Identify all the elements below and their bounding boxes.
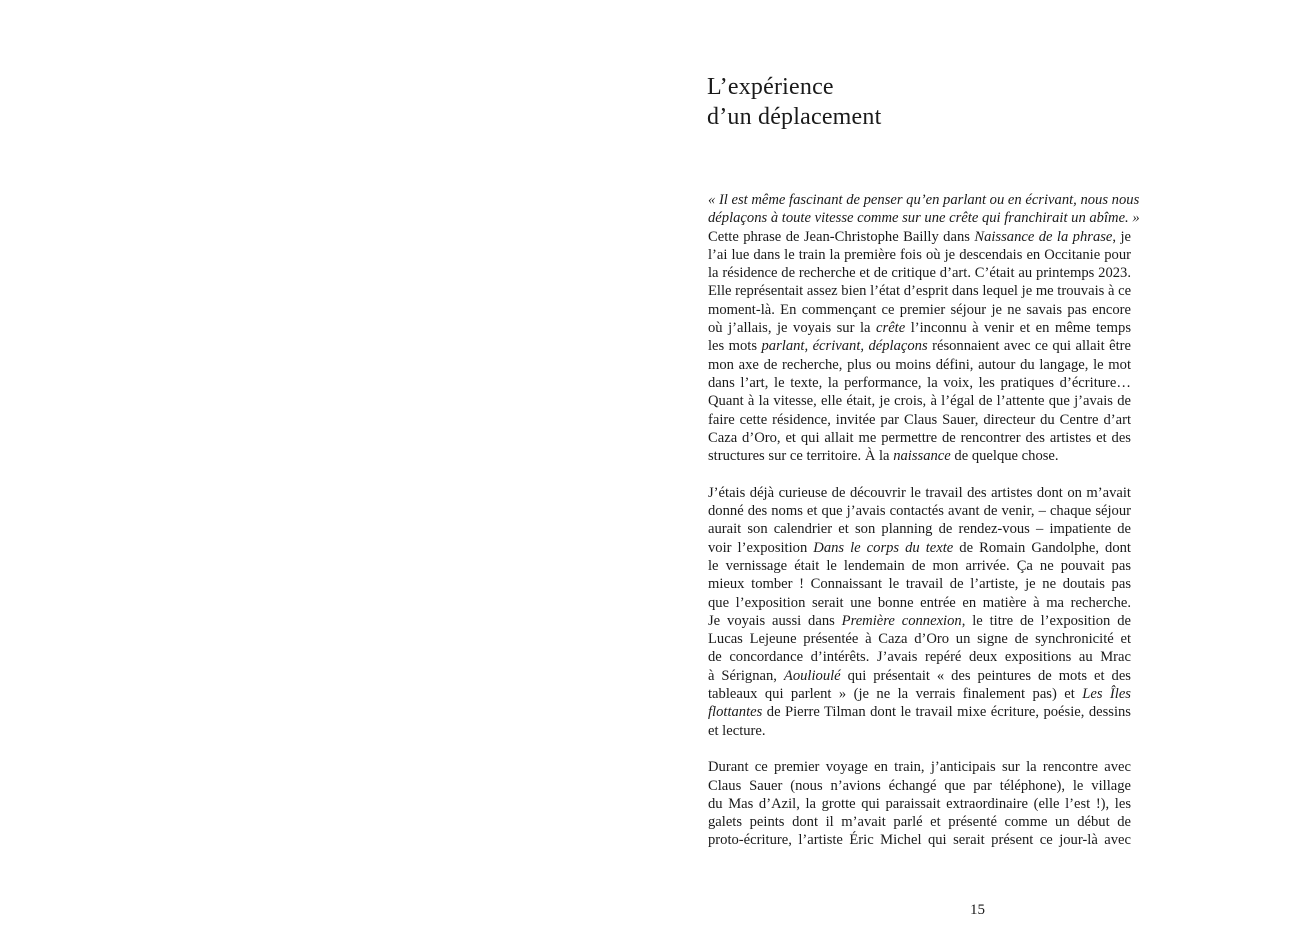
text-span: Lucas Lejeune présentée à Caza d’Oro un signe de synchronicité et xyxy=(708,631,1131,648)
text-span: Elle représentait assez bien l’état d’esprit dans lequel je me trouvais à ce xyxy=(708,283,1132,300)
text-span: Cette phrase de Jean-Christophe Bailly dans xyxy=(708,228,975,245)
italic-text: naissance xyxy=(893,448,951,465)
text-span: J’étais déjà curieuse de découvrir le travail des artistes dont on m’avait xyxy=(708,484,1131,501)
text-span: Claus Sauer (nous n’avions échangé que par téléphone), le village xyxy=(708,777,1131,794)
text-span: résonnaient avec ce qui allait être xyxy=(927,338,1132,355)
paragraph xyxy=(708,191,1140,465)
italic-text: Première connexion xyxy=(841,612,962,629)
text-span: de Pierre Tilman dont le travail mixe écriture, poésie, dessins xyxy=(762,704,1131,721)
text-span: faire cette résidence, invitée par Claus Sauer, directeur du Centre d’art xyxy=(708,411,1131,428)
italic-text: Naissance de la phrase xyxy=(974,228,1113,245)
text-span: moment-là. En commençant ce premier séjour je ne savais pas encore xyxy=(708,301,1131,318)
text-span: Quant à la vitesse, elle était, je crois, à l’égal de l’attente que j’avais de xyxy=(708,393,1131,410)
page-number: 15 xyxy=(970,902,985,918)
italic-text: crête xyxy=(876,320,906,337)
text-line xyxy=(708,703,1131,721)
text-line xyxy=(708,667,1131,685)
text-span: de quelque chose. xyxy=(950,448,1059,465)
text-line xyxy=(708,484,1131,502)
italic-text: Dans le corps du texte xyxy=(813,539,954,556)
text-span: et lecture. xyxy=(708,722,766,739)
text-span: mieux tomber ! Connaissant le travail de l’artiste, je ne doutais pas xyxy=(708,576,1131,593)
paragraph xyxy=(708,758,1131,849)
text-line xyxy=(708,356,1131,374)
text-span: à Sérignan, xyxy=(708,667,784,684)
text-span: les mots xyxy=(708,338,762,355)
text-span: , je xyxy=(1112,228,1131,245)
text-span: Je voyais aussi dans xyxy=(708,612,842,629)
chapter-title-line-1: L’expérience xyxy=(707,74,834,100)
body-text xyxy=(708,191,1140,868)
text-line xyxy=(708,722,1131,740)
text-line xyxy=(708,502,1131,520)
text-line xyxy=(708,758,1131,776)
text-span: mon axe de recherche, plus ou moins défini, autour du langage, le mot xyxy=(708,356,1131,373)
text-span: structures sur ce territoire. À la xyxy=(708,448,894,465)
text-span: dans l’art, le texte, la performance, la voix, les pratiques d’écriture… xyxy=(708,374,1131,391)
text-line xyxy=(708,319,1131,337)
text-line xyxy=(708,795,1131,813)
text-line xyxy=(708,374,1131,392)
text-span: de concordance d’intérêts. J’avais repéré deux expositions au Mrac xyxy=(708,649,1131,666)
text-line xyxy=(708,282,1131,300)
text-span: proto-écriture, l’artiste Éric Michel qui serait présent ce jour-là avec xyxy=(708,832,1131,849)
text-span: aurait son calendrier et son planning de rendez-vous – impatiente de xyxy=(708,521,1131,538)
text-span: de Romain Gandolphe, dont xyxy=(953,539,1131,556)
text-span: galets peints dont il m’avait parlé et présenté comme un début de xyxy=(708,814,1131,831)
text-line xyxy=(708,392,1131,410)
text-line xyxy=(708,411,1131,429)
text-line xyxy=(708,191,1140,209)
text-line xyxy=(708,575,1131,593)
italic-text: flottantes xyxy=(708,704,763,721)
italic-text: parlant, écrivant, déplaçons xyxy=(761,338,928,355)
text-span: donné des noms et que j’avais contactés avant de venir, – chaque séjour xyxy=(708,503,1131,520)
text-span: voir l’exposition xyxy=(708,539,814,556)
italic-text: « Il est même fascinant de penser qu’en parlant ou en écrivant, nous nous xyxy=(708,192,1140,208)
text-line xyxy=(708,337,1131,355)
text-line xyxy=(708,813,1131,831)
text-line xyxy=(708,520,1131,538)
text-span: le vernissage était le lendemain de mon arrivée. Ça ne pouvait pas xyxy=(708,557,1131,574)
text-line xyxy=(708,264,1131,282)
text-line xyxy=(708,539,1131,557)
text-line xyxy=(708,557,1131,575)
chapter-title-line-2: d’un déplacement xyxy=(707,104,882,130)
italic-text: déplaçons à toute vitesse comme sur une crête qui franchirait un abîme. » xyxy=(708,210,1140,227)
italic-text: Aoulioulé xyxy=(783,667,841,684)
text-line xyxy=(708,648,1131,666)
text-line xyxy=(708,209,1140,227)
italic-text: Les Îles xyxy=(1082,686,1131,703)
text-line xyxy=(708,831,1131,849)
text-span: l’inconnu à venir et en même temps xyxy=(905,320,1131,337)
text-span: Durant ce premier voyage en train, j’anticipais sur la rencontre avec xyxy=(708,759,1131,776)
text-line xyxy=(708,447,1131,465)
text-line xyxy=(708,612,1131,630)
text-span: la résidence de recherche et de critique d’art. C’était au printemps 2023. xyxy=(708,265,1131,282)
text-line xyxy=(708,228,1131,246)
text-line xyxy=(708,630,1131,648)
text-line xyxy=(708,685,1131,703)
text-span: que l’exposition serait une bonne entrée en matière à ma recherche. xyxy=(708,594,1131,611)
text-line xyxy=(708,594,1131,612)
text-span: Caza d’Oro, et qui allait me permettre de rencontrer des artistes et des xyxy=(708,429,1131,446)
paragraph xyxy=(708,484,1131,740)
text-span: tableaux qui parlent » (je ne la verrais finalement pas) et xyxy=(708,686,1083,703)
chapter-title xyxy=(707,72,881,132)
text-line xyxy=(708,777,1131,795)
text-span: , le titre de l’exposition de xyxy=(961,612,1131,629)
text-span: du Mas d’Azil, la grotte qui paraissait extraordinaire (elle l’est !), les xyxy=(708,795,1131,812)
text-span: où j’allais, je voyais sur la xyxy=(708,320,877,337)
text-span: l’ai lue dans le train la première fois où je descendais en Occitanie pour xyxy=(708,246,1131,263)
text-line xyxy=(708,429,1131,447)
text-line xyxy=(708,301,1131,319)
text-span: qui présentait « des peintures de mots et des xyxy=(840,667,1131,684)
text-line xyxy=(708,246,1131,264)
